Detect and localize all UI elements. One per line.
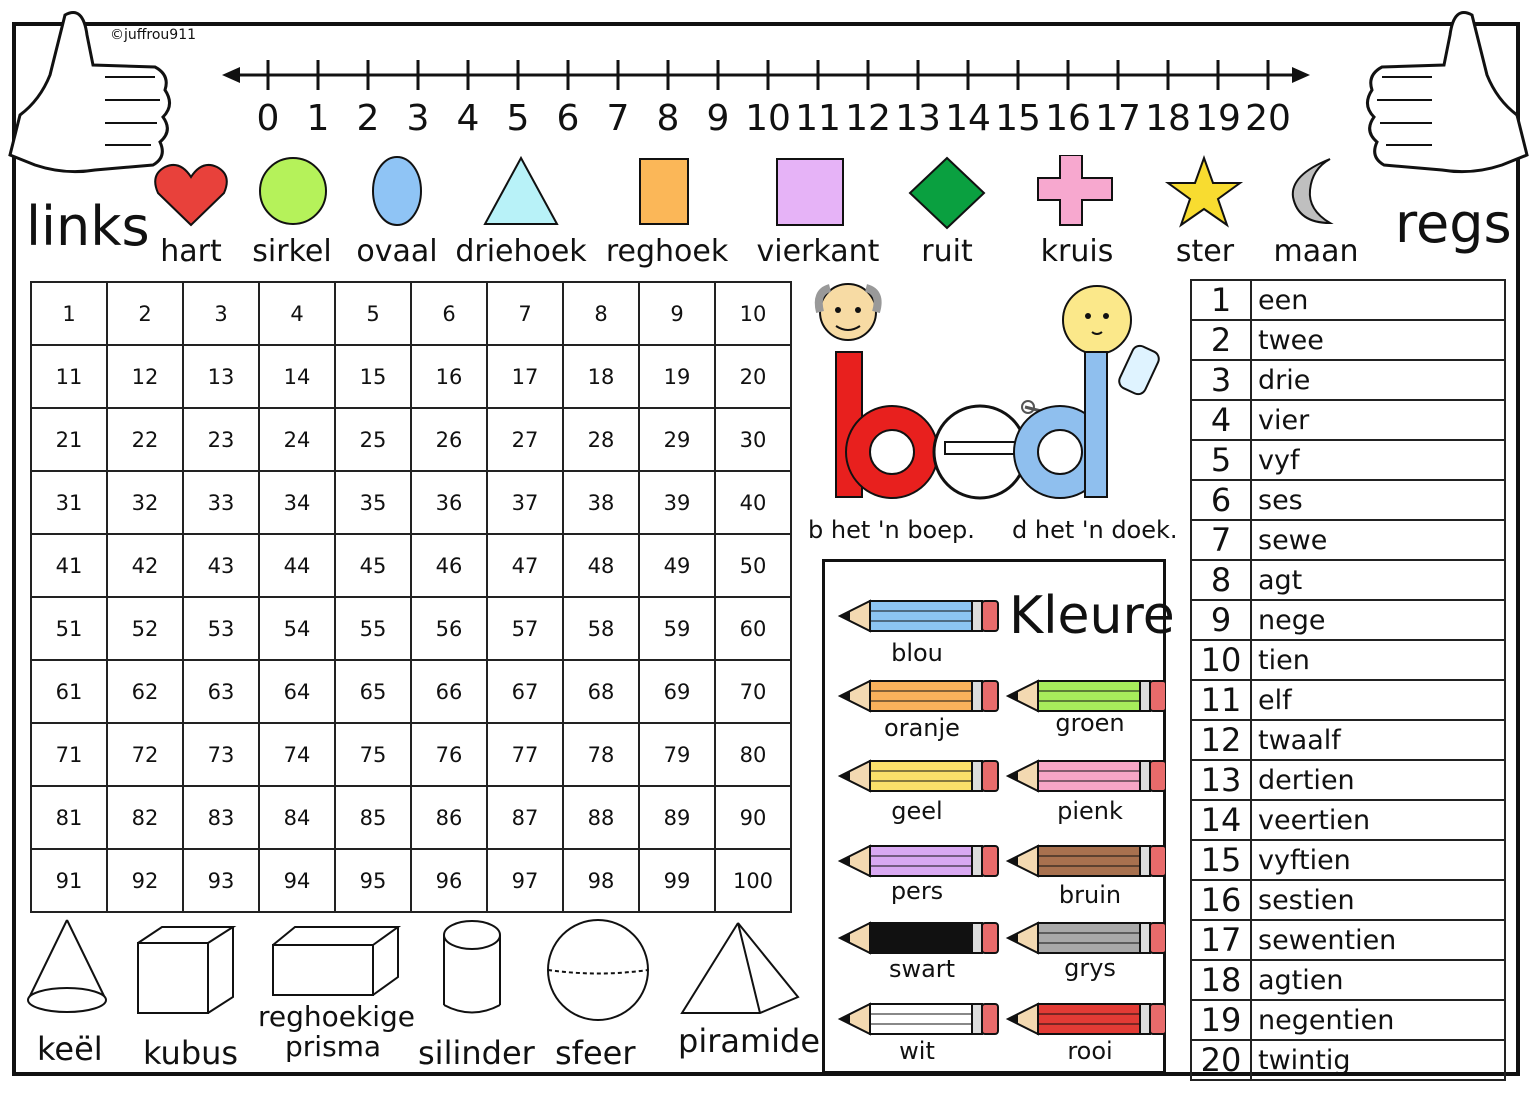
number-line-label: 11 — [795, 98, 841, 139]
table-row — [1191, 720, 1505, 760]
table-row — [1191, 560, 1505, 600]
hundred-chart-cell: 35 — [335, 471, 411, 534]
hundred-chart-cell: 71 — [31, 723, 107, 786]
cross-shape — [1038, 155, 1112, 225]
cone-icon — [28, 920, 106, 1012]
number-line — [222, 55, 1312, 95]
pencil-icon — [840, 601, 998, 631]
hundred-chart-cell: 9 — [639, 282, 715, 345]
hundred-chart-cell: 46 — [411, 534, 487, 597]
pencil-label: grys — [1064, 954, 1116, 982]
cylinder-icon — [444, 921, 500, 1013]
hundred-chart-cell: 19 — [639, 345, 715, 408]
hundred-chart-cell: 97 — [487, 849, 563, 912]
numeral-cell: 2 — [1191, 320, 1251, 360]
solid-label-prism-line2: prisma — [285, 1030, 382, 1063]
pencil-icon — [1008, 923, 1166, 953]
table-row — [1191, 680, 1505, 720]
table-row — [31, 786, 791, 849]
hundred-chart-cell: 49 — [639, 534, 715, 597]
hundred-chart-cell: 85 — [335, 786, 411, 849]
hundred-chart-cell: 89 — [639, 786, 715, 849]
number-line-label: 2 — [356, 98, 380, 139]
number-word-cell: tien — [1251, 640, 1505, 680]
hundred-chart-cell: 31 — [31, 471, 107, 534]
number-word-cell: agt — [1251, 560, 1505, 600]
hundred-chart-cell: 38 — [563, 471, 639, 534]
solid-label-cube: kubus — [143, 1034, 239, 1072]
hundred-chart-cell: 37 — [487, 471, 563, 534]
pencil-label: oranje — [884, 714, 960, 742]
pencil-label: geel — [891, 797, 943, 825]
hundred-chart-cell: 10 — [715, 282, 791, 345]
baby-bottle-icon — [1117, 343, 1162, 397]
table-row — [31, 849, 791, 912]
hundred-chart-cell: 98 — [563, 849, 639, 912]
hundred-chart-cell: 45 — [335, 534, 411, 597]
table-row — [1191, 760, 1505, 800]
shape-label: driehoek — [455, 234, 587, 269]
rhombus-shape — [910, 158, 984, 228]
sphere-icon — [548, 920, 648, 1020]
hundred-chart-cell: 15 — [335, 345, 411, 408]
table-row — [1191, 400, 1505, 440]
hundred-chart-cell: 42 — [107, 534, 183, 597]
hundred-chart-cell: 6 — [411, 282, 487, 345]
hundred-chart-cell: 61 — [31, 660, 107, 723]
number-word-cell: ses — [1251, 480, 1505, 520]
hundred-chart-cell: 83 — [183, 786, 259, 849]
hundred-chart-cell: 28 — [563, 408, 639, 471]
solid-label-pyramid: piramide — [678, 1022, 821, 1060]
hundred-chart-cell: 94 — [259, 849, 335, 912]
table-row — [31, 534, 791, 597]
hundred-chart-cell: 93 — [183, 849, 259, 912]
hundred-chart — [30, 281, 792, 913]
number-line-label: 8 — [656, 98, 680, 139]
table-row — [1191, 280, 1505, 320]
table-row — [1191, 600, 1505, 640]
hundred-chart-cell: 5 — [335, 282, 411, 345]
hundred-chart-cell: 100 — [715, 849, 791, 912]
numeral-cell: 10 — [1191, 640, 1251, 680]
pencil-icon — [840, 761, 998, 791]
numeral-cell: 13 — [1191, 760, 1251, 800]
hundred-chart-cell: 2 — [107, 282, 183, 345]
table-row — [1191, 880, 1505, 920]
hundred-chart-cell: 44 — [259, 534, 335, 597]
number-word-cell: nege — [1251, 600, 1505, 640]
number-line-label: 12 — [845, 98, 891, 139]
hundred-chart-cell: 47 — [487, 534, 563, 597]
shape-label: reghoek — [605, 234, 729, 269]
number-line-label: 9 — [706, 98, 730, 139]
table-row — [1191, 1000, 1505, 1040]
pencil-icon — [840, 846, 998, 876]
hundred-chart-cell: 34 — [259, 471, 335, 534]
number-line-label: 3 — [406, 98, 430, 139]
hundred-chart-cell: 11 — [31, 345, 107, 408]
table-row — [1191, 520, 1505, 560]
number-word-cell: twee — [1251, 320, 1505, 360]
numeral-cell: 1 — [1191, 280, 1251, 320]
hundred-chart-cell: 23 — [183, 408, 259, 471]
number-line-label: 13 — [895, 98, 941, 139]
table-row — [1191, 920, 1505, 960]
baby-icon — [1063, 286, 1131, 354]
numeral-cell: 6 — [1191, 480, 1251, 520]
right-direction-word: regs — [1395, 192, 1512, 255]
b-caption: b het 'n boep. — [808, 516, 975, 544]
hundred-chart-cell: 72 — [107, 723, 183, 786]
number-word-cell: elf — [1251, 680, 1505, 720]
pencil-icon — [1008, 681, 1166, 711]
hundred-chart-cell: 62 — [107, 660, 183, 723]
hundred-chart-cell: 68 — [563, 660, 639, 723]
colours-title: Kleure — [1009, 586, 1175, 646]
old-man-icon — [819, 284, 878, 340]
table-row — [31, 345, 791, 408]
hundred-chart-cell: 52 — [107, 597, 183, 660]
triangle-shape — [485, 158, 557, 224]
copyright-text: ©juffrou911 — [110, 27, 197, 43]
hundred-chart-cell: 33 — [183, 471, 259, 534]
hundred-chart-cell: 50 — [715, 534, 791, 597]
table-row — [31, 597, 791, 660]
numeral-cell: 11 — [1191, 680, 1251, 720]
numeral-cell: 12 — [1191, 720, 1251, 760]
hundred-chart-cell: 54 — [259, 597, 335, 660]
circle-shape — [260, 158, 326, 224]
hundred-chart-cell: 40 — [715, 471, 791, 534]
shape-label: sirkel — [252, 234, 332, 269]
number-word-cell: twaalf — [1251, 720, 1505, 760]
number-word-cell: dertien — [1251, 760, 1505, 800]
letter-b-icon — [836, 352, 938, 498]
hundred-chart-cell: 82 — [107, 786, 183, 849]
number-line-label: 20 — [1245, 98, 1291, 139]
hundred-chart-cell: 16 — [411, 345, 487, 408]
number-line-label: 4 — [456, 98, 480, 139]
shape-label: kruis — [1040, 234, 1114, 269]
number-word-cell: vier — [1251, 400, 1505, 440]
hundred-chart-cell: 79 — [639, 723, 715, 786]
numeral-cell: 3 — [1191, 360, 1251, 400]
hundred-chart-cell: 39 — [639, 471, 715, 534]
numeral-cell: 15 — [1191, 840, 1251, 880]
table-row — [1191, 800, 1505, 840]
table-row — [1191, 1040, 1505, 1080]
numeral-cell: 18 — [1191, 960, 1251, 1000]
pencil-label: wit — [899, 1037, 935, 1065]
number-word-cell: sestien — [1251, 880, 1505, 920]
heart-shape — [155, 165, 227, 225]
star-shape — [1168, 158, 1240, 225]
number-line-label: 1 — [306, 98, 330, 139]
hundred-chart-cell: 20 — [715, 345, 791, 408]
hundred-chart-cell: 8 — [563, 282, 639, 345]
hundred-chart-cell: 60 — [715, 597, 791, 660]
table-row — [31, 408, 791, 471]
numeral-cell: 5 — [1191, 440, 1251, 480]
pencil-label: rooi — [1067, 1037, 1113, 1065]
hundred-chart-cell: 27 — [487, 408, 563, 471]
solid-label-cone: keël — [37, 1030, 103, 1068]
number-line-label: 7 — [606, 98, 630, 139]
numeral-cell: 17 — [1191, 920, 1251, 960]
pencil-icon — [1008, 1004, 1166, 1034]
solid-label-prism-line1: reghoekige — [258, 1000, 415, 1033]
hundred-chart-cell: 36 — [411, 471, 487, 534]
letter-d-icon — [1014, 352, 1107, 498]
number-line-label: 14 — [945, 98, 991, 139]
hundred-chart-cell: 13 — [183, 345, 259, 408]
hundred-chart-cell: 43 — [183, 534, 259, 597]
number-word-cell: veertien — [1251, 800, 1505, 840]
hundred-chart-cell: 32 — [107, 471, 183, 534]
moon-shape — [1293, 159, 1330, 223]
hundred-chart-cell: 86 — [411, 786, 487, 849]
hundred-chart-cell: 87 — [487, 786, 563, 849]
number-line-label: 19 — [1195, 98, 1241, 139]
solid-label-sphere: sfeer — [555, 1034, 636, 1072]
hundred-chart-cell: 77 — [487, 723, 563, 786]
hundred-chart-cell: 24 — [259, 408, 335, 471]
shape-label: vierkant — [756, 234, 880, 269]
numeral-cell: 19 — [1191, 1000, 1251, 1040]
table-row — [1191, 960, 1505, 1000]
pencil-label: bruin — [1058, 881, 1122, 909]
pencil-icon — [840, 1004, 998, 1034]
table-row — [31, 723, 791, 786]
shape-label: maan — [1273, 234, 1359, 269]
hundred-chart-cell: 4 — [259, 282, 335, 345]
table-row — [1191, 640, 1505, 680]
pencil-label: pienk — [1057, 797, 1123, 825]
cube-icon — [138, 927, 233, 1013]
hundred-chart-cell: 63 — [183, 660, 259, 723]
numeral-cell: 8 — [1191, 560, 1251, 600]
hundred-chart-cell: 48 — [563, 534, 639, 597]
hundred-chart-cell: 59 — [639, 597, 715, 660]
number-word-cell: sewentien — [1251, 920, 1505, 960]
table-row — [31, 660, 791, 723]
number-word-cell: negentien — [1251, 1000, 1505, 1040]
hundred-chart-cell: 92 — [107, 849, 183, 912]
shape-label: ruit — [921, 234, 973, 269]
table-row — [31, 471, 791, 534]
number-line-label: 15 — [995, 98, 1041, 139]
hundred-chart-cell: 69 — [639, 660, 715, 723]
number-line-label: 6 — [556, 98, 580, 139]
hundred-chart-cell: 88 — [563, 786, 639, 849]
numeral-cell: 14 — [1191, 800, 1251, 840]
hundred-chart-cell: 14 — [259, 345, 335, 408]
table-row — [31, 282, 791, 345]
number-line-label: 16 — [1045, 98, 1091, 139]
hundred-chart-cell: 25 — [335, 408, 411, 471]
thumbs-up-right-icon — [1362, 5, 1532, 190]
hundred-chart-cell: 53 — [183, 597, 259, 660]
hundred-chart-cell: 96 — [411, 849, 487, 912]
number-word-cell: vyf — [1251, 440, 1505, 480]
numeral-cell: 9 — [1191, 600, 1251, 640]
hundred-chart-cell: 21 — [31, 408, 107, 471]
hundred-chart-cell: 84 — [259, 786, 335, 849]
table-row — [1191, 440, 1505, 480]
hundred-chart-cell: 18 — [563, 345, 639, 408]
number-word-cell: vyftien — [1251, 840, 1505, 880]
hundred-chart-cell: 55 — [335, 597, 411, 660]
hundred-chart-cell: 57 — [487, 597, 563, 660]
hundred-chart-cell: 78 — [563, 723, 639, 786]
number-line-label: 17 — [1095, 98, 1141, 139]
hundred-chart-cell: 73 — [183, 723, 259, 786]
letter-e-icon — [934, 406, 1026, 498]
solid-label-cylinder: silinder — [418, 1034, 535, 1072]
hundred-chart-cell: 95 — [335, 849, 411, 912]
hundred-chart-cell: 80 — [715, 723, 791, 786]
hundred-chart-cell: 29 — [639, 408, 715, 471]
shape-label: ovaal — [356, 234, 438, 269]
number-line-label: 5 — [506, 98, 530, 139]
hundred-chart-cell: 90 — [715, 786, 791, 849]
number-line-label: 10 — [745, 98, 791, 139]
hundred-chart-cell: 99 — [639, 849, 715, 912]
shape-label: hart — [160, 234, 222, 269]
hundred-chart-cell: 58 — [563, 597, 639, 660]
square-shape — [777, 159, 843, 225]
hundred-chart-cell: 17 — [487, 345, 563, 408]
hundred-chart-cell: 76 — [411, 723, 487, 786]
pencil-icon — [840, 923, 998, 953]
hundred-chart-cell: 1 — [31, 282, 107, 345]
hundred-chart-cell: 3 — [183, 282, 259, 345]
left-direction-word: links — [26, 195, 150, 258]
hundred-chart-cell: 12 — [107, 345, 183, 408]
pyramid-icon — [682, 923, 798, 1013]
rectangle-shape — [640, 159, 688, 224]
hundred-chart-cell: 41 — [31, 534, 107, 597]
hundred-chart-cell: 56 — [411, 597, 487, 660]
hundred-chart-cell: 64 — [259, 660, 335, 723]
pencil-icon — [1008, 846, 1166, 876]
number-word-cell: drie — [1251, 360, 1505, 400]
hundred-chart-cell: 7 — [487, 282, 563, 345]
numeral-cell: 20 — [1191, 1040, 1251, 1080]
d-caption: d het 'n doek. — [1012, 516, 1178, 544]
shape-label: ster — [1175, 234, 1235, 269]
number-word-cell: agtien — [1251, 960, 1505, 1000]
number-word-cell: een — [1251, 280, 1505, 320]
rectangular-prism-icon — [273, 927, 398, 995]
number-word-cell: sewe — [1251, 520, 1505, 560]
pencil-icon — [840, 681, 998, 711]
pencil-icon — [1008, 761, 1166, 791]
number-line-label: 18 — [1145, 98, 1191, 139]
numeral-cell: 4 — [1191, 400, 1251, 440]
number-line-label: 0 — [256, 98, 280, 139]
table-row — [1191, 360, 1505, 400]
hundred-chart-cell: 91 — [31, 849, 107, 912]
hundred-chart-cell: 81 — [31, 786, 107, 849]
pencil-label: groen — [1055, 709, 1125, 737]
hundred-chart-cell: 51 — [31, 597, 107, 660]
hundred-chart-cell: 67 — [487, 660, 563, 723]
hundred-chart-cell: 30 — [715, 408, 791, 471]
pencil-label: pers — [890, 877, 944, 905]
hundred-chart-cell: 22 — [107, 408, 183, 471]
table-row — [1191, 320, 1505, 360]
oval-shape — [373, 157, 421, 225]
hundred-chart-cell: 26 — [411, 408, 487, 471]
hundred-chart-cell: 65 — [335, 660, 411, 723]
bed-illustration — [800, 282, 1180, 507]
number-words-table — [1190, 279, 1506, 1081]
pencil-label: swart — [888, 955, 956, 983]
pencil-label: blou — [891, 639, 943, 667]
hundred-chart-cell: 70 — [715, 660, 791, 723]
numeral-cell: 7 — [1191, 520, 1251, 560]
numeral-cell: 16 — [1191, 880, 1251, 920]
hundred-chart-cell: 74 — [259, 723, 335, 786]
table-row — [1191, 480, 1505, 520]
hundred-chart-cell: 66 — [411, 660, 487, 723]
shapes-row — [150, 155, 1350, 235]
hundred-chart-cell: 75 — [335, 723, 411, 786]
solids-row — [20, 915, 810, 1025]
number-word-cell: twintig — [1251, 1040, 1505, 1080]
table-row — [1191, 840, 1505, 880]
